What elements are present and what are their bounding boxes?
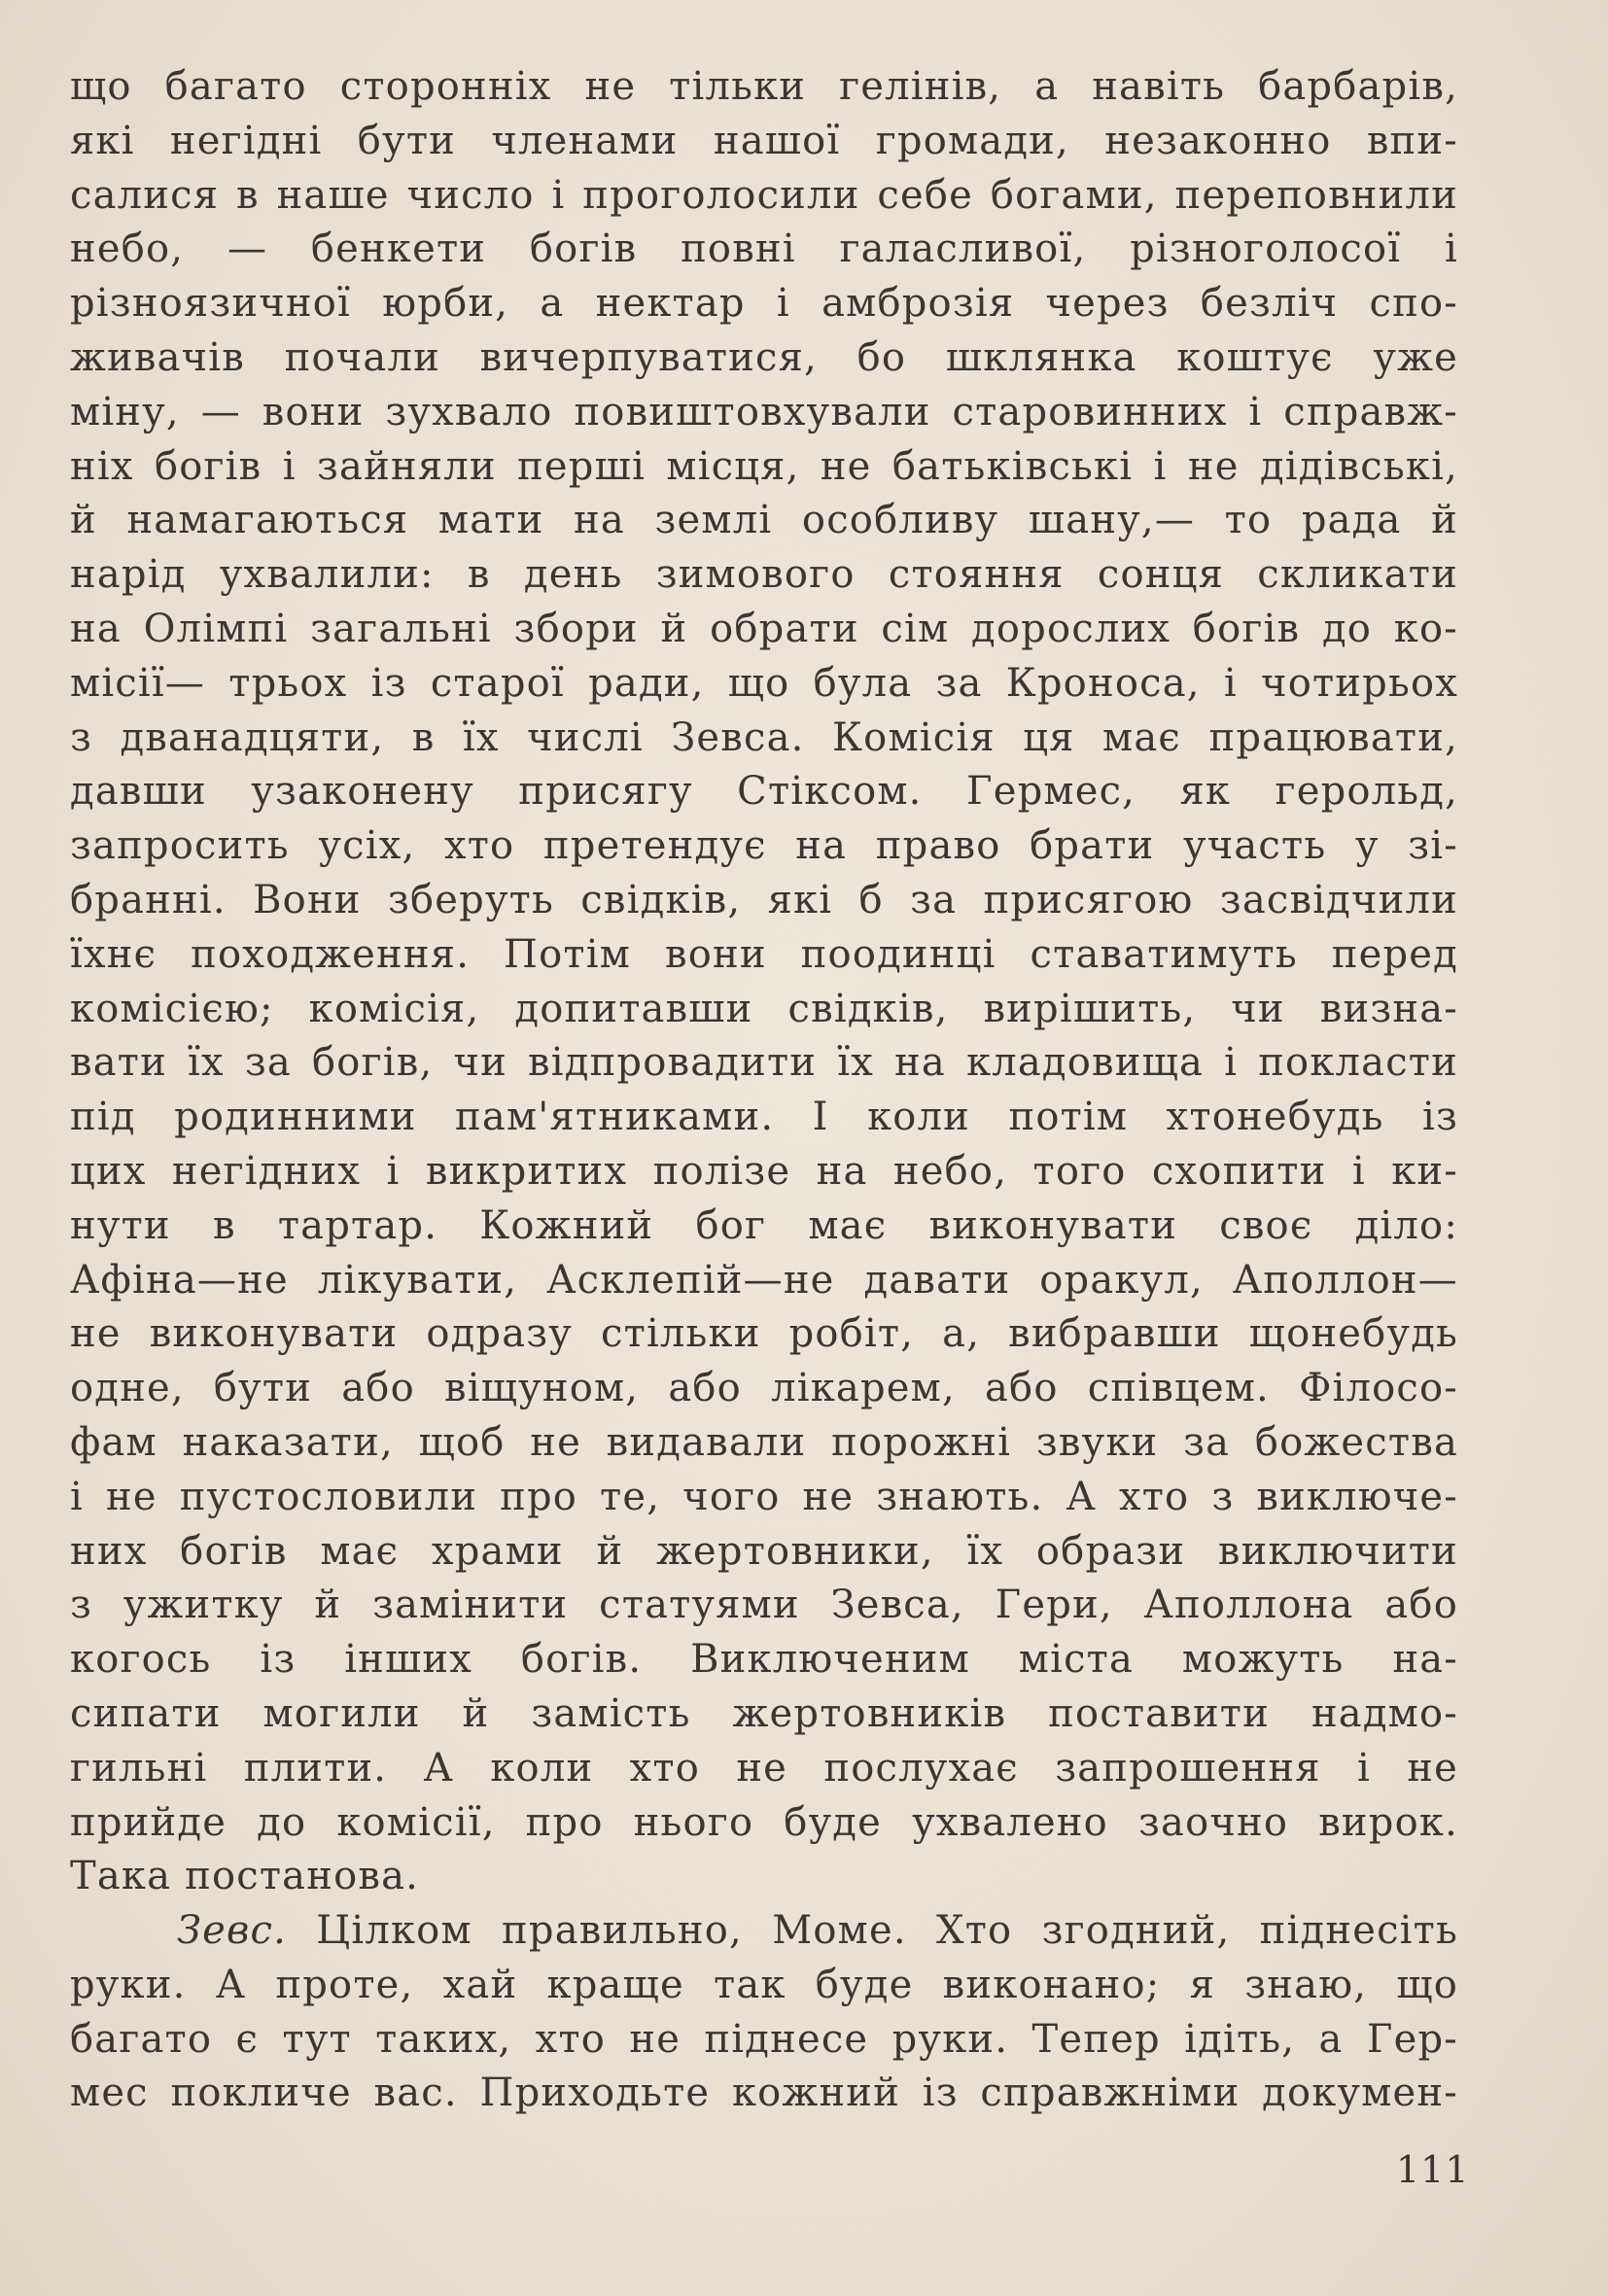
page-text: [70, 60, 1458, 2121]
text-line: фам наказати, щоб не видавали порожні звуки за божества: [70, 1419, 1458, 1465]
text-line: Афіна—не лікувати, Асклепій—не давати оракул, Аполлон—: [70, 1257, 1458, 1303]
text-line: що багато сторонніх не тільки гелінів, а навіть барбарів,: [70, 64, 1458, 109]
text-line: міну, — вони зухвало повиштовхували старовинних і справж-: [70, 389, 1458, 435]
text-line: нарід ухвалили: в день зимового стояння сонця скликати: [70, 552, 1458, 598]
text-line: й намагаються мати на землі особливу шану,— то рада й: [70, 498, 1458, 543]
text-line: прийде до комісії, про нього буде ухвалено заочно вирок.: [70, 1799, 1458, 1845]
speech-text: Цілком правильно, Моме. Хто згодний, піднесіть: [287, 1908, 1458, 1954]
text-line: ніх богів і зайняли перші місця, не батьківські і не дідівські,: [70, 443, 1458, 489]
text-line: когось із інших богів. Виключеним міста можуть на-: [70, 1637, 1458, 1683]
text-line: нути в тартар. Кожний бог має виконувати своє діло:: [70, 1202, 1458, 1248]
text-line: місії— трьох із старої ради, що була за Кроноса, і чотирьох: [70, 660, 1458, 706]
text-line: салися в наше число і проголосили себе богами, переповнили: [70, 172, 1458, 218]
text-line: і не пустословили про те, чого не знають. А хто з виключе-: [70, 1474, 1458, 1519]
text-line: мес покличе вас. Приходьте кожний із справжніми докумен-: [70, 2070, 1458, 2116]
text-line: них богів має храми й жертовники, їх образи виключити: [70, 1528, 1458, 1574]
text-line: з ужитку й замінити статуями Зевса, Гери, Аполлона або: [70, 1583, 1458, 1628]
text-line: різноязичної юрби, а нектар і амброзія через безліч спо-: [70, 281, 1458, 327]
text-line: руки. А проте, хай краще так буде виконано; я знаю, що: [70, 1962, 1458, 2007]
page-number: 111: [1396, 2148, 1470, 2191]
text-line: їхнє походження. Потім вони поодинці ставатимуть перед: [70, 931, 1458, 977]
text-line: цих негідних і викритих полізе на небо, того схопити і ки-: [70, 1148, 1458, 1194]
text-line: комісією; комісія, допитавши свідків, вирішить, чи визна-: [70, 986, 1458, 1031]
text-line: небо, — бенкети богів повні галасливої, різноголосої і: [70, 226, 1458, 272]
text-line: які негідні бути членами нашої громади, незаконно впи-: [70, 118, 1458, 163]
text-line: давши узаконену присягу Стіксом. Гермес, як герольд,: [70, 769, 1458, 815]
text-line: одне, бути або віщуном, або лікарем, або співцем. Філосо-: [70, 1366, 1458, 1411]
text-line: багато є тут таких, хто не піднесе руки. Тепер ідіть, а Гер-: [70, 2016, 1458, 2062]
paragraph-decree: [70, 60, 1458, 1904]
paragraph-zeus: [70, 1904, 1458, 2121]
text-line: бранні. Вони зберуть свідків, які б за присягою засвідчили: [70, 877, 1458, 922]
text-line: гильні плити. А коли хто не послухає запрошення і не: [70, 1745, 1458, 1791]
speaker-name: Зевс.: [177, 1908, 287, 1954]
text-line: живачів почали вичерпуватися, бо шклянка коштує уже: [70, 334, 1458, 380]
text-line: вати їх за богів, чи відпровадити їх на кладовища і покласти: [70, 1040, 1458, 1086]
text-line: [70, 1904, 1458, 1959]
text-line: не виконувати одразу стільки робіт, а, вибравши щонебудь: [70, 1311, 1458, 1357]
text-line: Така постанова.: [70, 1854, 420, 1899]
text-line: на Олімпі загальні збори й обрати сім дорослих богів до ко-: [70, 606, 1458, 651]
text-line: з дванадцяти, в їх числі Зевса. Комісія ця має працювати,: [70, 714, 1458, 760]
text-line: під родинними пам'ятниками. І коли потім хтонебудь із: [70, 1095, 1458, 1140]
text-line: сипати могили й замість жертовників поставити надмо-: [70, 1690, 1458, 1736]
text-line: запросить усіх, хто претендує на право брати участь у зі-: [70, 823, 1458, 869]
